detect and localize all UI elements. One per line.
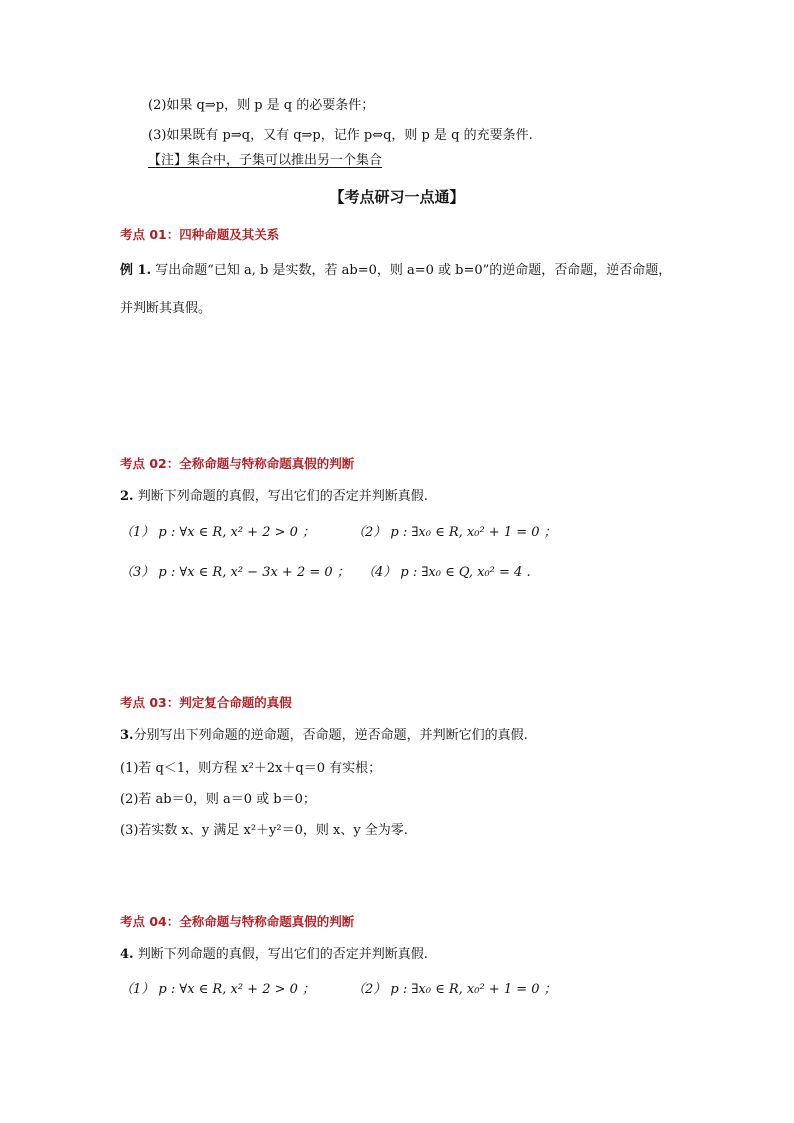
question-2-label: 2.: [120, 489, 134, 504]
question-3-item-3: (3)若实数 x、y 满足 x²＋y²＝0，则 x、y 全为零.: [120, 823, 408, 838]
question-2-text: 判断下列命题的真假，写出它们的否定并判断真假.: [137, 489, 428, 504]
example-1-label: 例 1.: [120, 263, 152, 278]
question-4-label: 4.: [120, 947, 134, 962]
example-1: [120, 262, 671, 280]
question-2-item-4: （4） p : ∃x₀ ∈ Q, x₀² = 4 .: [362, 565, 531, 580]
point-04-heading: 考点 04：全称命题与特称命题真假的判断: [120, 914, 355, 929]
question-3-item-1: (1)若 q＜1，则方程 x²＋2x＋q＝0 有实根；: [120, 761, 382, 776]
section-title: 【考点研习一点通】: [329, 188, 465, 206]
point-02-heading: 考点 02：全称命题与特称命题真假的判断: [120, 456, 355, 471]
question-3-label: 3.: [120, 728, 134, 743]
question-2: [120, 488, 428, 506]
question-2-item-1: （1） p : ∀x ∈ R, x² + 2 > 0 ；: [120, 525, 316, 540]
question-3: [120, 727, 528, 745]
question-4: [120, 946, 428, 964]
point-03-heading: 考点 03：判定复合命题的真假: [120, 695, 292, 710]
question-2-item-2: （2） p : ∃x₀ ∈ R, x₀² + 1 = 0 ；: [352, 525, 557, 540]
question-2-item-3: （3） p : ∀x ∈ R, x² − 3x + 2 = 0 ；: [120, 565, 350, 580]
question-3-item-2: (2)若 ab＝0，则 a＝0 或 b＝0；: [120, 792, 316, 807]
intro-line-3: (3)如果既有 p⇒q，又有 q⇒p，记作 p⇔q，则 p 是 q 的充要条件.: [148, 128, 533, 143]
intro-note: 【注】集合中，子集可以推出另一个集合: [148, 153, 383, 168]
question-4-item-2: （2） p : ∃x₀ ∈ R, x₀² + 1 = 0 ；: [352, 982, 557, 997]
example-1-text: 写出命题“已知 a, b 是实数，若 ab=0，则 a=0 或 b=0”的逆命题，否命题，逆否命题，: [155, 263, 672, 278]
question-4-text: 判断下列命题的真假，写出它们的否定并判断真假.: [137, 947, 428, 962]
example-1-text-cont: 并判断其真假。: [120, 301, 212, 316]
intro-line-2: (2)如果 q⇒p，则 p 是 q 的必要条件；: [148, 98, 375, 113]
question-4-item-1: （1） p : ∀x ∈ R, x² + 2 > 0 ；: [120, 982, 316, 997]
question-3-text: 分别写出下列命题的逆命题，否命题，逆否命题，并判断它们的真假.: [133, 728, 528, 743]
point-01-heading: 考点 01：四种命题及其关系: [120, 227, 280, 242]
